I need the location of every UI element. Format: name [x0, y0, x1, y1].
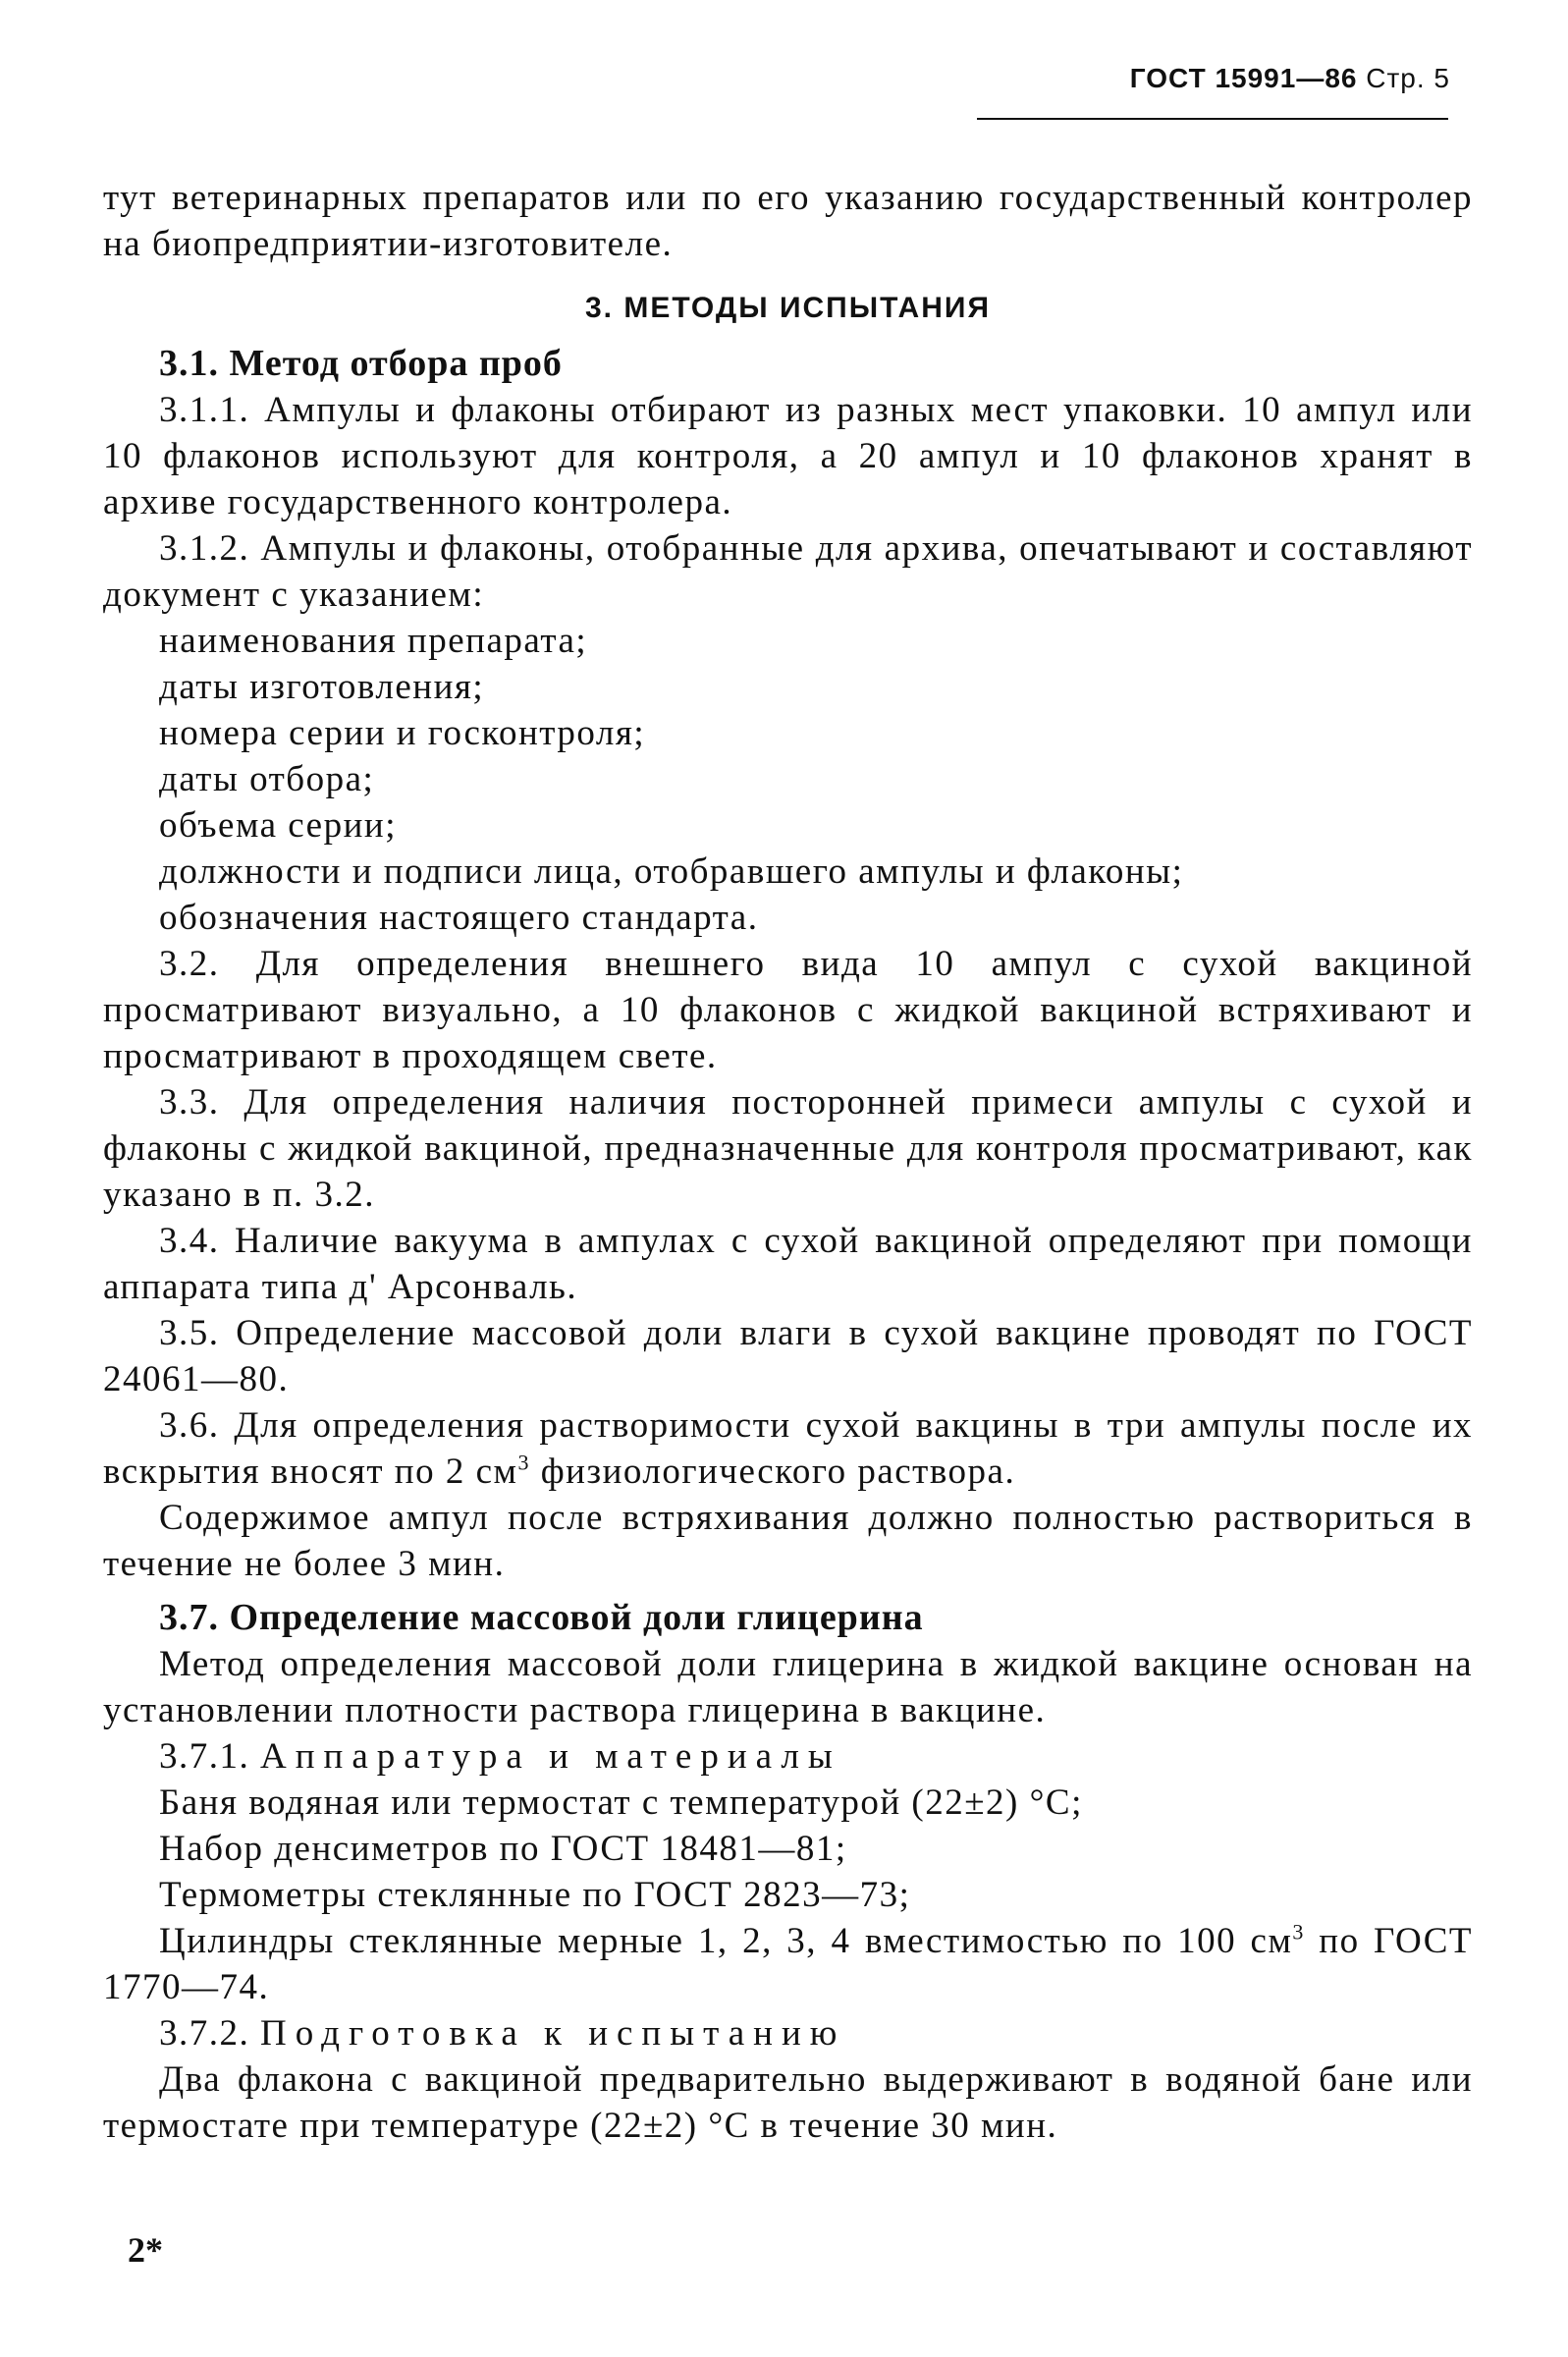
unit-superscript: 3	[517, 1450, 530, 1475]
paragraph-3-1-1: 3.1.1. Ампулы и флаконы отбирают из разных мест упаковки. 10 ампул или 10 флаконов используют для контроля, а 20 ампул и 10 флаконов хранят в архиве государственного контролера.	[103, 390, 1473, 522]
list-item: должности и подписи лица, отобравшего ампулы и флаконы;	[159, 851, 1184, 892]
paragraph-3-5: 3.5. Определение массовой доли влаги в сухой вакцине проводят по ГОСТ 24061—80.	[103, 1313, 1473, 1399]
list-item: даты отбора;	[159, 759, 375, 799]
document-contents-list	[103, 618, 1473, 941]
paragraph-3-6-text: 3.6. Для определения растворимости сухой вакцины в три ампулы после их вскрытия вносят по 2 см	[103, 1405, 1473, 1492]
page-number: Стр. 5	[1366, 63, 1450, 93]
paragraph-3-6-note: Содержимое ампул после встряхивания должно полностью раствориться в течение не более 3 мин.	[103, 1498, 1473, 1584]
page-header	[1130, 63, 1450, 94]
paragraph-3-3: 3.3. Для определения наличия посторонней примеси ампулы с сухой и флаконы с жидкой вакциной, предназначенные для контроля просматривают, как указано в п. 3.2.	[103, 1082, 1473, 1215]
header-divider	[977, 118, 1448, 120]
list-item	[103, 1918, 1473, 2010]
paragraph-3-7-2: Два флакона с вакциной предварительно выдерживают в водяной бане или термостате при температуре (22±2) °С в течение 30 мин.	[103, 2059, 1473, 2146]
document-body	[103, 175, 1473, 2149]
paragraph-3-2: 3.2. Для определения внешнего вида 10 ампул с сухой вакциной просматривают визуально, а 10 флаконов с жидкой вакциной встряхивают и просматривают в проходящем свете.	[103, 944, 1473, 1076]
clause-title: Аппаратура и материалы	[260, 1736, 841, 1777]
clause-title: Подготовка к испытанию	[260, 2013, 846, 2054]
paragraph-3-7-intro: Метод определения массовой доли глицерина в жидкой вакцине основан на установлении плотности раствора глицерина в вакцине.	[103, 1644, 1473, 1730]
paragraph-3-6-text-end: физиологического раствора.	[529, 1452, 1016, 1492]
unit-superscript: 3	[1292, 1919, 1305, 1945]
list-item-text: Цилиндры стеклянные мерные 1, 2, 3, 4 вместимостью по 100 см	[159, 1921, 1293, 1961]
list-item: Набор денсиметров по ГОСТ 18481—81;	[159, 1829, 847, 1869]
paragraph-3-7-1-heading	[103, 1733, 1473, 1780]
list-item: объема серии;	[159, 805, 397, 846]
list-item: наименования препарата;	[159, 621, 588, 661]
subsection-heading-3-7: 3.7. Определение массовой доли глицерина	[159, 1597, 924, 1638]
paragraph-3-7-2-heading	[103, 2010, 1473, 2056]
clause-number: 3.7.2.	[159, 2013, 250, 2054]
list-item: Термометры стеклянные по ГОСТ 2823—73;	[159, 1875, 911, 1915]
standard-number: ГОСТ 15991—86	[1129, 63, 1358, 93]
signature-mark: 2*	[128, 2230, 163, 2270]
intro-paragraph: тут ветеринарных препаратов или по его указанию государственный контролер на биопредприятии-изготовителе.	[103, 178, 1473, 264]
subsection-heading-3-1: 3.1. Метод отбора проб	[159, 343, 563, 384]
paragraph-3-1-2: 3.1.2. Ампулы и флаконы, отобранные для архива, опечатывают и составляют документ с указанием:	[103, 528, 1473, 615]
list-item-text-end: по ГОСТ 1770—74.	[103, 1921, 1473, 2007]
list-item: номера серии и госконтроля;	[159, 713, 646, 753]
list-item: даты изготовления;	[159, 667, 485, 707]
list-item: обозначения настоящего стандарта.	[159, 898, 759, 938]
list-item: Баня водяная или термостат с температурой (22±2) °С;	[159, 1782, 1083, 1823]
paragraph-3-6	[103, 1402, 1473, 1495]
section-title: 3. МЕТОДЫ ИСПЫТАНИЯ	[585, 292, 991, 324]
paragraph-3-4: 3.4. Наличие вакуума в ампулах с сухой вакциной определяют при помощи аппарата типа д' Арсонваль.	[103, 1221, 1473, 1307]
clause-number: 3.7.1.	[159, 1736, 250, 1777]
